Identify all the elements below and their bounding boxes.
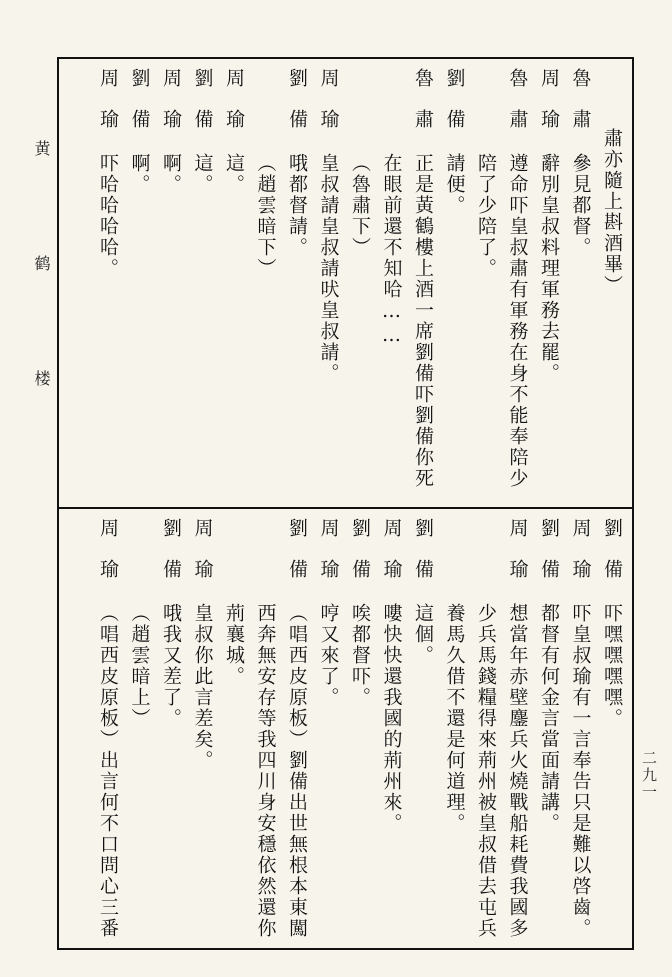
top-speaker: 劉備 — [191, 68, 214, 150]
section-divider — [57, 507, 634, 509]
bottom-line: （唱西皮原板）出言何不口問心三番 — [97, 603, 119, 939]
bottom-speaker: 劉備 — [160, 518, 182, 600]
bottom-line: 都督有何金言當面請講。 — [538, 603, 560, 834]
top-speaker: 周瑜 — [317, 68, 340, 150]
top-speaker: 周瑜 — [538, 68, 560, 150]
bottom-line: 西奔無安存等我四川身安穩依然還你 — [254, 603, 277, 939]
top-line: 肅亦隨上斟酒畢） — [601, 128, 623, 296]
bottom-speaker: 周瑜 — [191, 518, 214, 600]
page-number: 二九一 — [640, 750, 658, 801]
bottom-line: 荊襄城。 — [223, 603, 245, 687]
bottom-line: 哼又來了。 — [317, 603, 340, 708]
top-line: 遵命吓皇叔肅有軍務在身不能奉陪少 — [506, 153, 529, 489]
top-line: 在眼前還不知哈…… — [380, 153, 403, 348]
bottom-line: 哦我又差了。 — [160, 603, 182, 729]
bottom-speaker: 劉備 — [412, 518, 434, 600]
bottom-speaker: 劉備 — [601, 518, 623, 600]
top-line: 這。 — [191, 153, 214, 195]
bottom-line: 這個。 — [412, 603, 434, 666]
top-speaker: 魯肅 — [506, 68, 529, 150]
top-speaker: 劉備 — [128, 68, 151, 150]
bottom-speaker: 劉備 — [349, 518, 371, 600]
bottom-line: 嘍快快還我國的荊州來。 — [380, 603, 403, 834]
bottom-speaker: 劉備 — [286, 518, 308, 600]
bottom-speaker: 周瑜 — [569, 518, 592, 600]
bottom-line: 吓皇叔瑜有一言奉告只是難以啓齒。 — [569, 603, 592, 939]
top-speaker: 劉備 — [443, 68, 466, 150]
top-line: 請便。 — [443, 153, 466, 216]
bottom-line: 養馬久借不還是何道理。 — [443, 603, 466, 834]
bottom-speaker: 周瑜 — [380, 518, 403, 600]
top-speaker: 周瑜 — [160, 68, 182, 150]
top-line: 啊。 — [128, 153, 151, 195]
top-line: （趙雲暗下） — [254, 153, 277, 279]
bottom-line: 皇叔你此言差矣。 — [191, 603, 214, 771]
top-line: 參見都督。 — [569, 153, 592, 258]
top-line: （魯肅下） — [349, 153, 371, 258]
bottom-line: 唉都督吓。 — [349, 603, 371, 708]
top-speaker: 劉備 — [286, 68, 308, 150]
bottom-line: （唱西皮原板）劉備出世無根本東闖 — [286, 603, 308, 939]
bottom-line: 少兵馬錢糧得來荊州被皇叔借去屯兵 — [475, 603, 497, 939]
bottom-speaker: 周瑜 — [506, 518, 529, 600]
bottom-speaker: 周瑜 — [97, 518, 119, 600]
top-line: 啊。 — [160, 153, 182, 195]
bottom-speaker: 劉備 — [538, 518, 560, 600]
top-line: 哦都督請。 — [286, 153, 308, 258]
bottom-line: 吓嘿嘿嘿嘿。 — [601, 603, 623, 729]
top-line: 陪了少陪了。 — [475, 153, 497, 279]
top-line: 這。 — [223, 153, 245, 195]
top-speaker: 周瑜 — [223, 68, 245, 150]
top-line: 辭別皇叔料理軍務去罷。 — [538, 153, 560, 384]
bottom-line: 想當年赤壁鏖兵火燒戰船耗費我國多 — [506, 603, 529, 939]
bottom-line: （趙雲暗上） — [128, 603, 151, 729]
top-line: 皇叔請皇叔請吠皇叔請。 — [317, 153, 340, 384]
top-speaker: 魯肅 — [569, 68, 592, 150]
top-line: 正是黃鶴樓上酒一席劉備吓劉備你死 — [412, 153, 434, 489]
bottom-speaker: 周瑜 — [317, 518, 340, 600]
top-speaker: 周瑜 — [97, 68, 119, 150]
top-speaker: 魯肅 — [412, 68, 434, 150]
margin-label: 黄 鹤 楼 — [32, 140, 51, 426]
top-line: 吓哈哈哈哈。 — [97, 153, 119, 279]
